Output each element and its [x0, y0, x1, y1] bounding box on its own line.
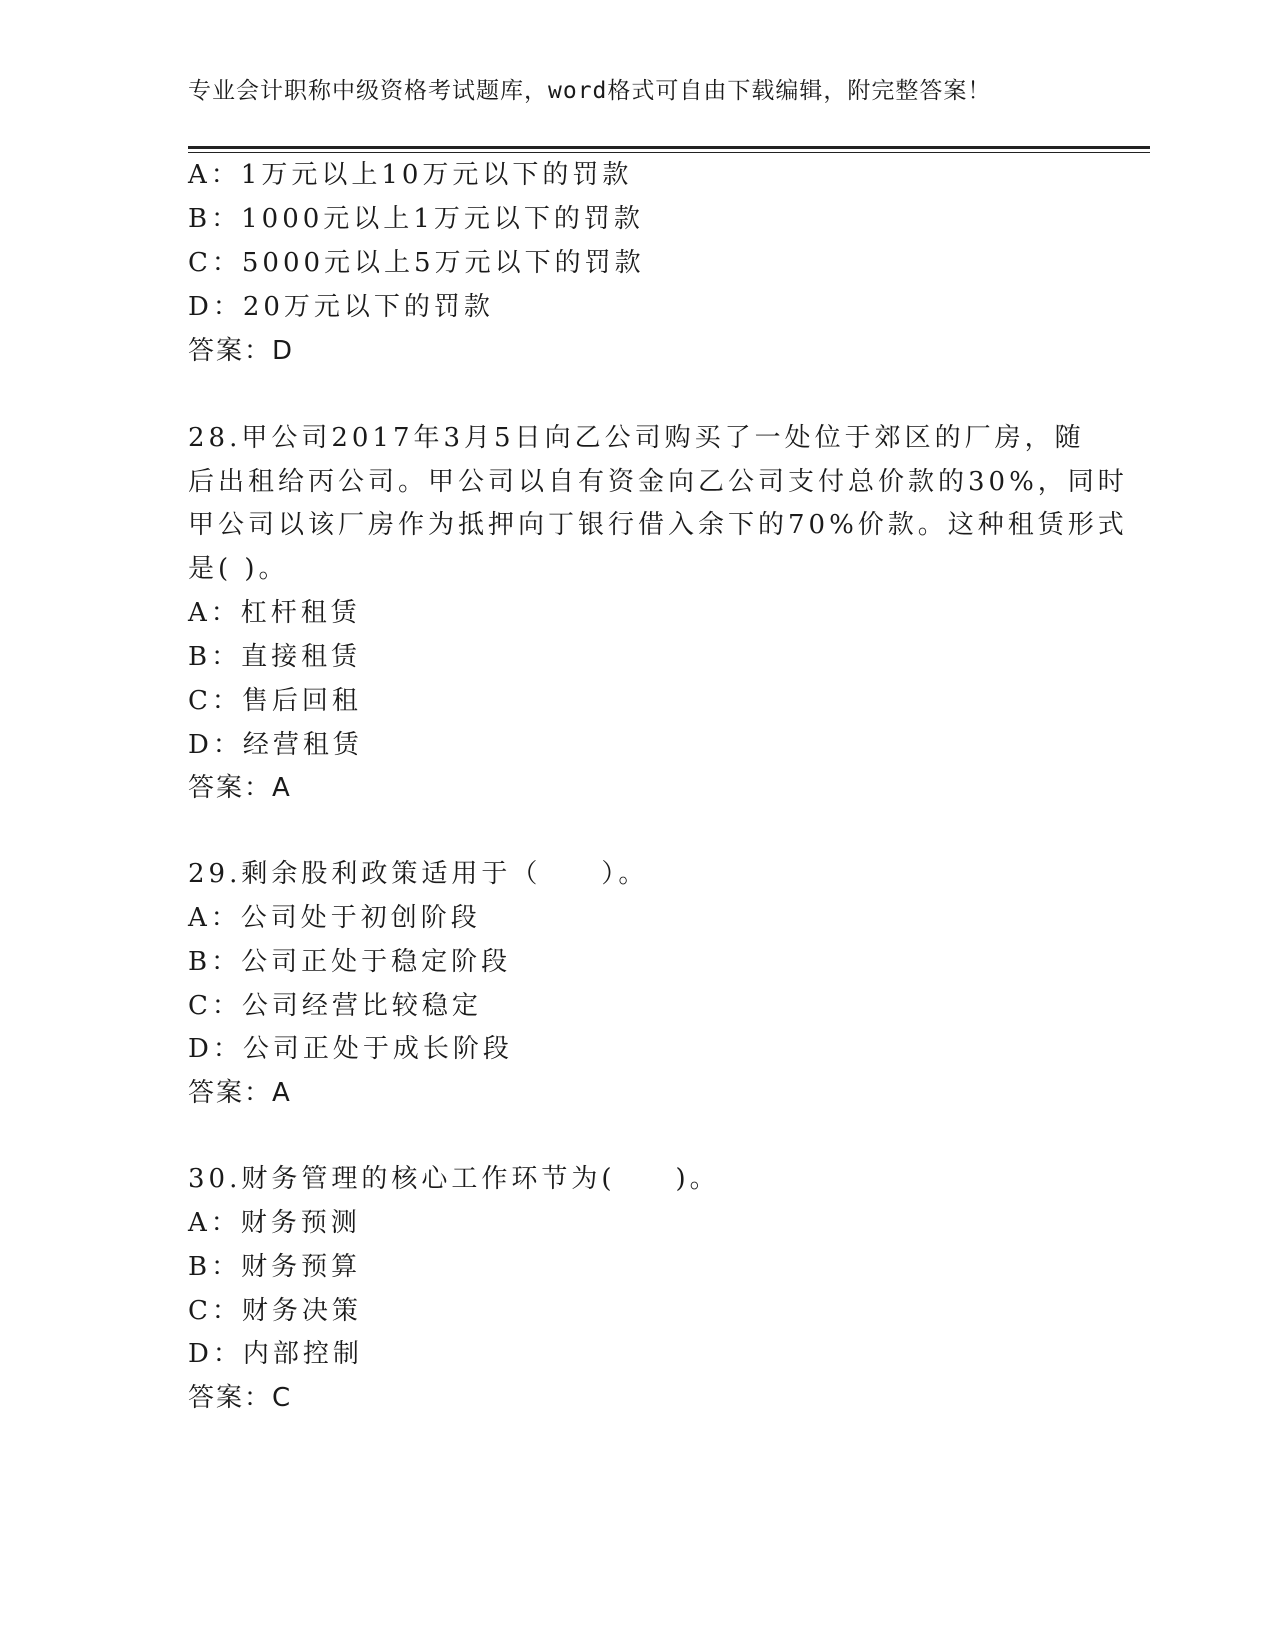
q29-option-d: D：公司正处于成长阶段 [188, 1034, 513, 1064]
header-rule-thin [188, 152, 1150, 153]
q28-option-a: A：杠杆租赁 [188, 598, 361, 628]
q28-option-b: B：直接租赁 [188, 642, 362, 672]
q27-answer: 答案：D [188, 336, 295, 366]
q28-answer: 答案：A [188, 773, 292, 803]
q30-option-b: B：财务预算 [188, 1252, 362, 1282]
q28-stem-line-2: 后出租给丙公司。甲公司以自有资金向乙公司支付总价款的30%，同时 [188, 467, 1128, 497]
q28-stem-line-1: 28.甲公司2017年3月5日向乙公司购买了一处位于郊区的厂房，随 [188, 423, 1085, 453]
q30-option-c: C：财务决策 [188, 1296, 362, 1326]
q27-option-c: C：5000元以上5万元以下的罚款 [188, 248, 645, 278]
q27-option-a: A：1万元以上10万元以下的罚款 [188, 160, 633, 190]
q29-option-b: B：公司正处于稳定阶段 [188, 947, 512, 977]
q30-answer: 答案：C [188, 1383, 293, 1413]
header-rule-thick [188, 146, 1150, 149]
q29-stem: 29.剩余股利政策适用于（ ）。 [188, 859, 649, 889]
q29-option-a: A：公司处于初创阶段 [188, 903, 481, 933]
q27-option-d: D：20万元以下的罚款 [188, 292, 494, 322]
q30-stem: 30.财务管理的核心工作环节为( )。 [188, 1164, 720, 1194]
q29-answer: 答案：A [188, 1078, 292, 1108]
q28-stem-line-3: 甲公司以该厂房作为抵押向丁银行借入余下的70%价款。这种租赁形式 [188, 510, 1128, 540]
q28-stem-line-4: 是( )。 [188, 554, 289, 584]
page-header: 专业会计职称中级资格考试题库，word格式可自由下载编辑，附完整答案！ [188, 78, 992, 104]
q27-option-b: B：1000元以上1万元以下的罚款 [188, 204, 644, 234]
q28-option-c: C：售后回租 [188, 686, 362, 716]
q29-option-c: C：公司经营比较稳定 [188, 991, 482, 1021]
q30-option-a: A：财务预测 [188, 1208, 361, 1238]
q28-option-d: D：经营租赁 [188, 730, 363, 760]
q30-option-d: D：内部控制 [188, 1339, 363, 1369]
